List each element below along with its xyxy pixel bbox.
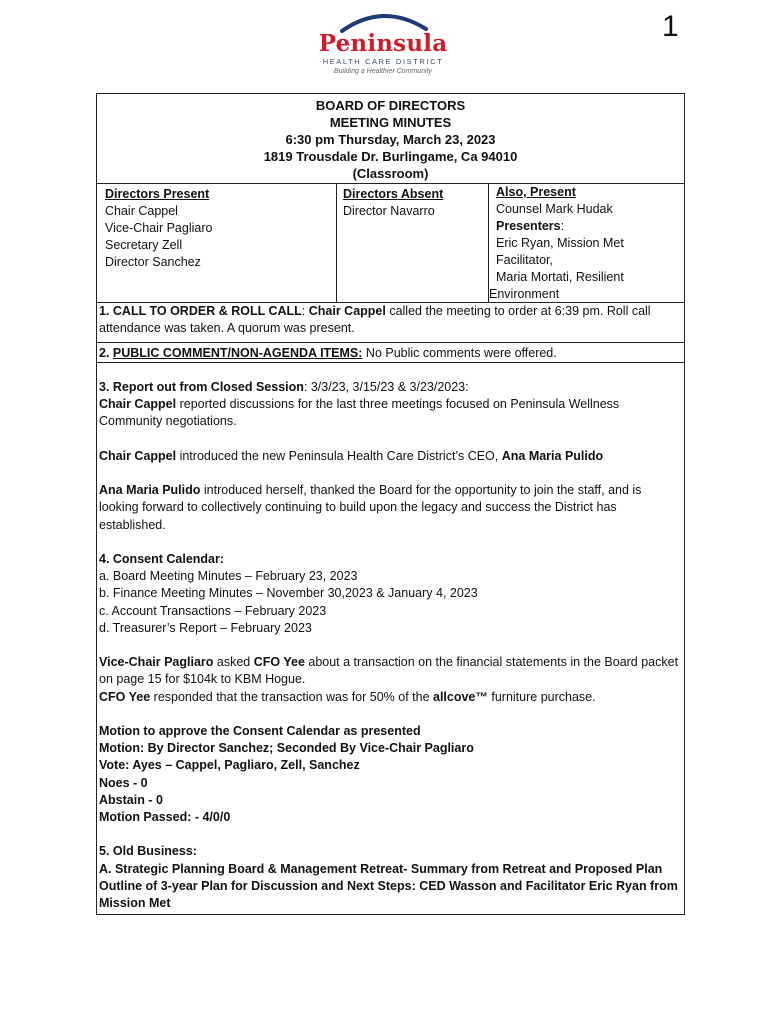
- district-logo: [318, 8, 448, 90]
- section-1-title: 1. CALL TO ORDER & ROLL CALL: [99, 304, 302, 318]
- motion-text: Abstain - 0: [99, 792, 163, 807]
- motion-text: Motion: By Director Sanchez; Seconded By Vice-Chair Pagliaro: [99, 741, 474, 756]
- section-call-to-order: [97, 303, 684, 337]
- motion-line: [99, 792, 684, 809]
- section-3-dates: : 3/3/23, 3/15/23 & 3/23/2023:: [303, 380, 469, 394]
- paragraph-text: responded that the transaction was for 50% of the: [150, 689, 433, 704]
- chair-name: Chair Cappel: [99, 397, 177, 412]
- presenter-line: Environment: [489, 287, 560, 301]
- section-4-title-text: 4. Consent Calendar:: [99, 551, 225, 566]
- motion-line: [99, 723, 684, 740]
- section-divider: [97, 342, 684, 343]
- discussion-answer: [99, 689, 684, 706]
- motion-line: [99, 740, 684, 757]
- absent-director: Director Navarro: [343, 204, 435, 218]
- paragraph-text: about a transaction on the financial statements in the Board packet on page 15 for $104k to KBM Hogue.: [99, 655, 679, 687]
- presenter-line: Maria Mortati, Resilient: [496, 270, 624, 284]
- also-present-column: [489, 184, 684, 302]
- section-3-paragraph: [99, 482, 684, 534]
- cfo-name: CFO Yee: [99, 689, 151, 704]
- section-1-name: Chair Cappel: [308, 304, 386, 318]
- section-1-colon: :: [301, 304, 309, 318]
- present-director: Director Sanchez: [105, 255, 201, 269]
- section-2-number: 2.: [99, 346, 113, 360]
- logo-district: HEALTH CARE DISTRICT: [322, 57, 444, 66]
- presenters-label-text: Presenters: [496, 219, 561, 233]
- section-4-title: [99, 551, 684, 568]
- motion-line: [99, 757, 684, 774]
- motion-text: Motion Passed: - 4/0/0: [99, 810, 231, 824]
- cfo-name: CFO Yee: [253, 655, 305, 670]
- paragraph-text: introduced the new Peninsula Health Care District’s CEO,: [176, 448, 502, 463]
- section-3-title: 3. Report out from Closed Session: [99, 380, 304, 394]
- motion-text: Vote: Ayes – Cappel, Pagliaro, Zell, Sanchez: [99, 758, 360, 773]
- presenter-line: Facilitator,: [496, 253, 553, 267]
- presenters-label: [496, 218, 684, 235]
- minutes-body: [99, 379, 684, 912]
- section-divider: [97, 362, 684, 363]
- ceo-name: Ana Maria Pulido: [99, 483, 201, 498]
- section-5-title: [99, 843, 684, 860]
- section-1-text: called the meeting to order at 6:39 pm. Roll call attendance was taken. A quorum was present.: [99, 304, 651, 335]
- motion-text: Noes - 0: [99, 775, 148, 790]
- directors-absent-heading: Directors Absent: [343, 187, 444, 201]
- section-2-title: PUBLIC COMMENT/NON-AGENDA ITEMS:: [112, 346, 363, 360]
- directors-absent-column: [337, 184, 489, 302]
- header-board: BOARD OF DIRECTORS: [315, 98, 466, 113]
- old-business-item-text: A. Strategic Planning Board & Management Retreat- Summary from Retreat and Proposed Plan Outline of 3-year Plan for Discussion and Next Steps: CED Wasson and Facilitator Eric Ryan from Mission Met: [99, 861, 678, 910]
- section-3-paragraph: [99, 448, 684, 465]
- motion-text: Motion to approve the Consent Calendar as presented: [99, 723, 421, 738]
- motion-line: [99, 775, 684, 792]
- section-2-text: No Public comments were offered.: [362, 346, 557, 360]
- old-business-item: [99, 861, 684, 913]
- also-present-heading: Also, Present: [496, 185, 576, 199]
- paragraph-text: reported discussions for the last three meetings focused on Peninsula Wellness Community negotiations.: [99, 397, 620, 429]
- chair-name: Chair Cappel: [99, 448, 177, 463]
- consent-item: b. Finance Meeting Minutes – November 30,2023 & January 4, 2023: [99, 586, 478, 601]
- vice-chair-name: Vice-Chair Pagliaro: [99, 655, 214, 670]
- directors-table: [97, 183, 684, 303]
- consent-item: c. Account Transactions – February 2023: [99, 603, 327, 618]
- presenters-colon: :: [560, 219, 565, 233]
- motion-line: [99, 809, 684, 826]
- present-director: Secretary Zell: [105, 238, 183, 252]
- paragraph-text: asked: [213, 655, 254, 670]
- allcove-brand: allcove™: [433, 689, 488, 704]
- section-public-comment: [97, 345, 684, 362]
- header-title: MEETING MINUTES: [329, 115, 452, 130]
- also-present-person: Counsel Mark Hudak: [496, 202, 613, 216]
- discussion-question: [99, 654, 684, 688]
- logo-brand: Peninsula: [318, 30, 448, 57]
- section-3-heading: [99, 379, 684, 396]
- page-number: 1: [662, 10, 679, 43]
- section-3-paragraph: [99, 396, 684, 430]
- header-room: (Classroom): [352, 166, 429, 181]
- directors-present-heading: Directors Present: [105, 187, 210, 201]
- header-date: 6:30 pm Thursday, March 23, 2023: [285, 132, 496, 147]
- minutes-header: [97, 94, 684, 182]
- paragraph-text: furniture purchase.: [487, 689, 596, 704]
- present-director: Chair Cappel: [105, 204, 178, 218]
- consent-item: a. Board Meeting Minutes – February 23, 2023: [99, 569, 358, 584]
- consent-item: d. Treasurer’s Report – February 2023: [99, 620, 312, 635]
- presenter-line: Eric Ryan, Mission Met: [496, 236, 624, 250]
- ceo-name: Ana Maria Pulido: [501, 448, 604, 463]
- header-address: 1819 Trousdale Dr. Burlingame, Ca 94010: [263, 149, 518, 164]
- directors-present-column: [97, 184, 337, 302]
- minutes-frame: [96, 93, 685, 915]
- present-director: Vice-Chair Pagliaro: [105, 221, 213, 235]
- section-5-title-text: 5. Old Business:: [99, 844, 197, 859]
- logo-tagline: Building a Healthier Community: [333, 68, 433, 75]
- paragraph-text: introduced herself, thanked the Board for the opportunity to join the staff, and is looking forward to collectively continuing to build upon the legacy and success the District has established.: [99, 483, 642, 532]
